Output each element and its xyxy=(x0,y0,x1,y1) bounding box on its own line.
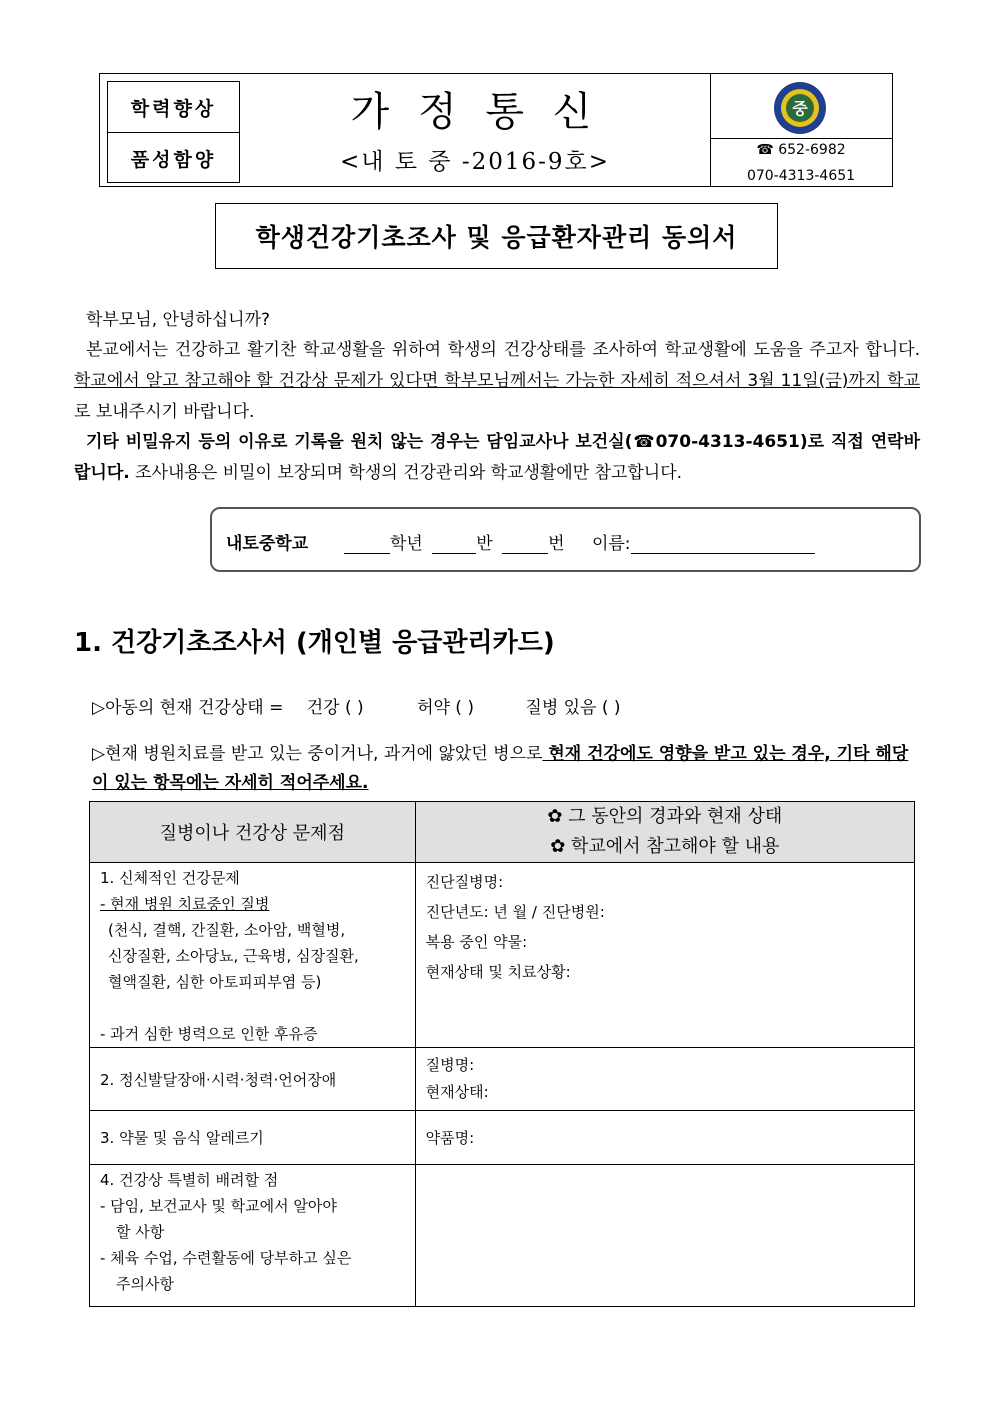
treatment-status-field[interactable]: 현재상태 및 치료상황: xyxy=(425,963,571,981)
number-field[interactable] xyxy=(502,535,548,554)
intro-text: 본교에서는 건강하고 활기찬 학교생활을 위하여 학생의 건강상태를 조사하여 학교생활에 도움을 주고자 합니다. xyxy=(86,340,920,360)
status-option-healthy[interactable]: 건강 ( ) xyxy=(306,698,364,718)
section-title: 1. 건강기초조사서 (개인별 응급관리카드) xyxy=(74,628,555,658)
row2-fields[interactable] xyxy=(415,1048,914,1111)
class-field[interactable] xyxy=(432,535,476,554)
motto-top: 학력향상 xyxy=(108,82,239,133)
intro-request-end: 로 보내주시기 바랍니다. xyxy=(74,402,255,422)
current-status-field[interactable]: 현재상태: xyxy=(425,1083,489,1101)
medication-field[interactable]: 복용 중인 약물: xyxy=(425,933,528,951)
table-header-row xyxy=(90,802,915,863)
newsletter-title: 가 정 통 신 xyxy=(350,89,600,135)
header-problem: 질병이나 건강상 문제점 xyxy=(90,802,416,863)
name-label: 이름: xyxy=(591,534,631,554)
class-label: 반 xyxy=(476,534,493,554)
row4-list2: 할 사항 xyxy=(116,1223,165,1241)
privacy-note: 조사내용은 비밀이 보장되며 학생의 건강관리와 학교생활에만 참고합니다. xyxy=(129,463,683,483)
header-school-notes: ✿ 학교에서 참고해야 할 내용 xyxy=(550,836,780,857)
health-status-line xyxy=(92,693,621,718)
row4-fields[interactable] xyxy=(415,1165,914,1307)
document-title: 학생건강기초조사 및 응급환자관리 동의서 xyxy=(215,203,778,269)
header-details xyxy=(415,802,914,863)
table-row xyxy=(90,863,915,1048)
instruction-note xyxy=(92,740,924,798)
phone-number-main: ☎ 652-6982 xyxy=(756,142,846,158)
row3-title: 3. 약물 및 음식 알레르기 xyxy=(100,1129,264,1147)
number-label: 번 xyxy=(548,534,565,554)
disease-name-field[interactable]: 질병명: xyxy=(425,1056,475,1074)
privacy-paragraph xyxy=(74,427,920,489)
school-name: 내토중학교 xyxy=(226,534,309,554)
row4-title: 4. 건강상 특별히 배려할 점 xyxy=(100,1171,279,1189)
row1-sub: - 현재 병원 치료중인 질병 xyxy=(100,895,270,913)
row1-title: 1. 신체적인 건강문제 xyxy=(100,869,240,887)
row4-label xyxy=(90,1165,416,1307)
instruction-underlined: 현재 건강에도 영향을 받고 있는 경우, 기타 해당이 있는 항목에는 자세히 적어주세요. xyxy=(92,744,909,793)
row1-fields[interactable] xyxy=(415,863,914,1048)
table-row xyxy=(90,1048,915,1111)
row2-title: 2. 정신발달장애·시력·청력·언어장애 xyxy=(100,1070,337,1089)
privacy-contact: 기타 비밀유지 등의 이유로 기록을 원치 않는 경우는 담임교사나 보건실(☎070-4313-4651)로 직접 연락바랍니다. xyxy=(74,432,920,483)
row1-list1: (천식, 결핵, 간질환, 소아암, 백혈병, xyxy=(108,921,346,939)
row2-label xyxy=(90,1048,416,1111)
status-option-ill[interactable]: 질병 있음 ( ) xyxy=(525,698,621,718)
greeting: 학부모님, 안녕하십니까? xyxy=(86,310,271,330)
row3-label xyxy=(90,1111,416,1165)
table-row xyxy=(90,1111,915,1165)
student-info-box xyxy=(210,507,921,572)
newsletter-issue: <내 토 중 -2016-9호> xyxy=(339,149,611,175)
phone-number-office: 070-4313-4651 xyxy=(746,168,856,184)
allergy-drug-field[interactable]: 약품명: xyxy=(425,1129,475,1147)
intro-paragraph xyxy=(74,335,920,428)
intro-request-underlined: 학교에서 알고 참고해야 할 건강상 문제가 있다면 학부모님께서는 가능한 자세히 적으셔서 3월 11일(금)까지 학교 xyxy=(74,371,920,391)
row1-past: - 과거 심한 병력으로 인한 후유증 xyxy=(100,1025,318,1043)
grade-label: 학년 xyxy=(390,534,423,554)
instruction-text: ▷현재 병원치료를 받고 있는 중이거나, 과거에 앓았던 병으로 xyxy=(92,744,543,764)
svg-text:중: 중 xyxy=(792,99,808,118)
header-progress: ✿ 그 동안의 경과와 현재 상태 xyxy=(547,806,783,827)
row4-list4: 주의사항 xyxy=(116,1275,174,1293)
motto-bottom: 품성함양 xyxy=(130,148,217,171)
grade-field[interactable] xyxy=(344,535,390,554)
row1-list3: 혈액질환, 심한 아토피피부염 등) xyxy=(108,973,322,991)
school-emblem-icon xyxy=(770,80,830,136)
status-option-weak[interactable]: 허약 ( ) xyxy=(417,698,474,718)
row4-list3: - 체육 수업, 수련활동에 당부하고 싶은 xyxy=(100,1249,352,1267)
header-contact-divider xyxy=(710,138,892,139)
health-status-label: ▷아동의 현재 건강상태 = xyxy=(92,698,284,718)
row1-label xyxy=(90,863,416,1048)
diagnosis-year-field[interactable]: 진단년도: 년 월 / 진단병원: xyxy=(425,903,605,921)
header-motto-box xyxy=(107,81,240,183)
health-survey-table xyxy=(89,801,915,1307)
diagnosis-name-field[interactable]: 진단질병명: xyxy=(425,873,504,891)
row1-list2: 신장질환, 소아당뇨, 근육병, 심장질환, xyxy=(108,947,359,965)
table-row xyxy=(90,1165,915,1307)
row4-list1: - 담임, 보건교사 및 학교에서 알아야 xyxy=(100,1197,337,1215)
row3-fields[interactable] xyxy=(415,1111,914,1165)
name-field[interactable] xyxy=(631,535,815,554)
